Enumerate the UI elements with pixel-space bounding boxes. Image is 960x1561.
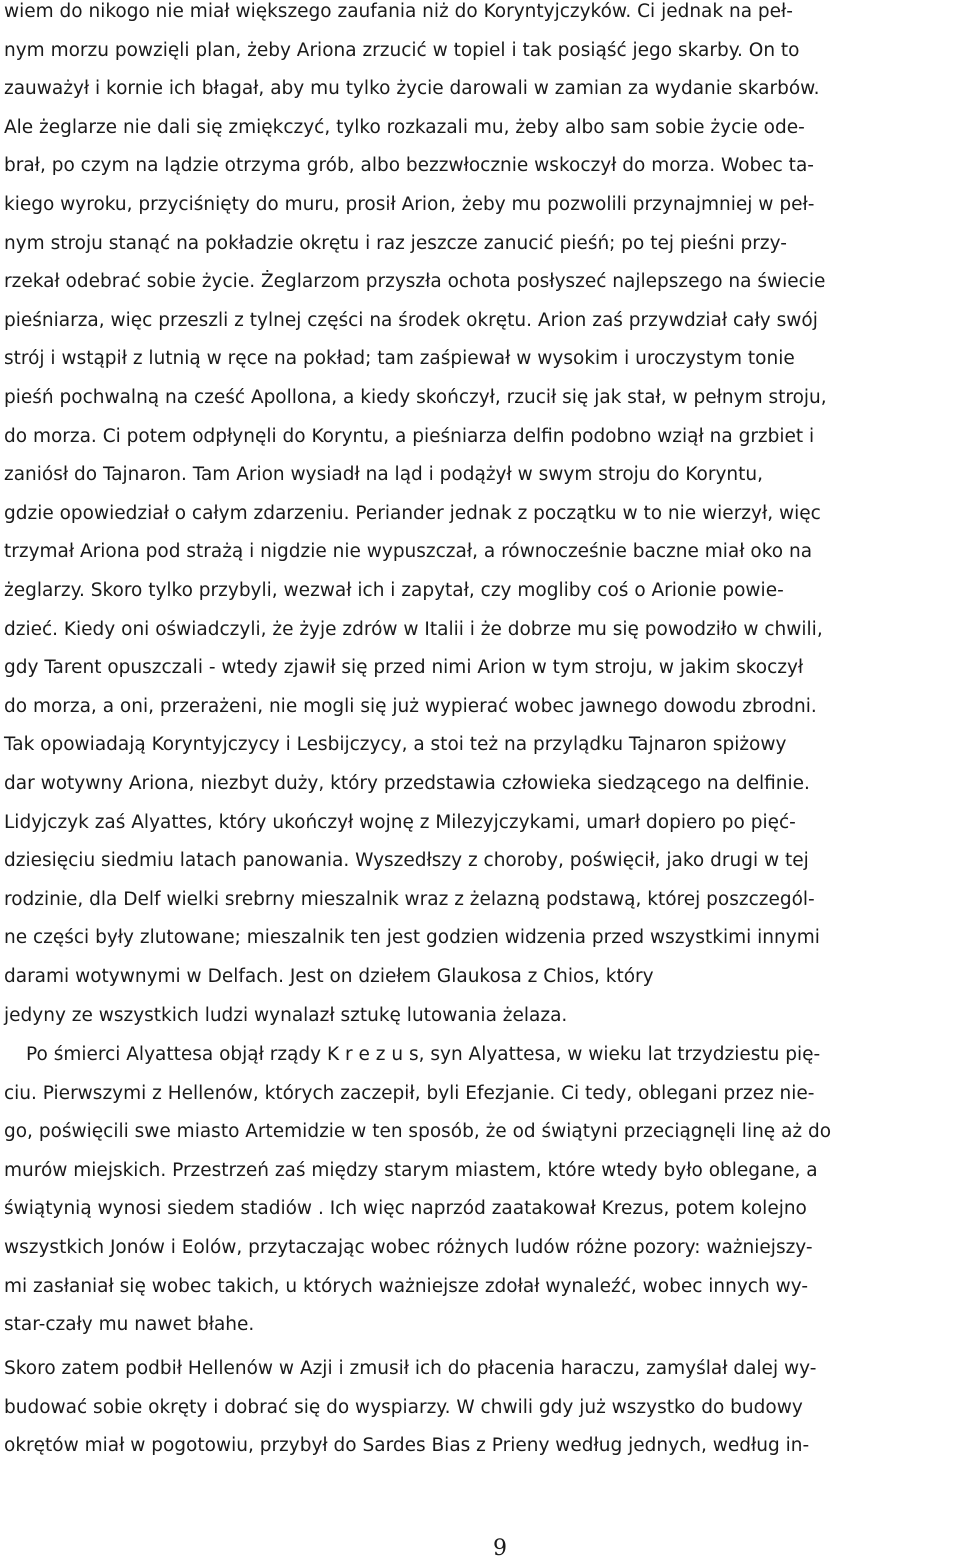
text-line: okrętów miał w pogotowiu, przybył do Sardes Bias z Prieny według jednych, według in- — [4, 1435, 810, 1456]
text-line: do morza. Ci potem odpłynęli do Koryntu, a pieśniarza delfin podobno wziął na grzbiet i — [4, 426, 815, 447]
text-line: nym stroju stanąć na pokładzie okrętu i raz jeszcze zanucić pieśń; po tej pieśni przy- — [4, 233, 787, 254]
text-line: Lidyjczyk zaś Alyattes, który ukończył wojnę z Milezyjczykami, umarł dopiero po pięć- — [4, 812, 796, 833]
text-line: murów miejskich. Przestrzeń zaś między starym miastem, które wtedy było oblegane, a — [4, 1160, 818, 1181]
text-line: zaniósł do Tajnaron. Tam Arion wysiadł na ląd i podążył w swym stroju do Koryntu, — [4, 464, 764, 485]
text-line: do morza, a oni, przerażeni, nie mogli się już wypierać wobec jawnego dowodu zbrodni. — [4, 696, 817, 717]
text-line: darami wotywnymi w Delfach. Jest on dziełem Glaukosa z Chios, który — [4, 966, 654, 987]
text-line: świątynią wynosi siedem stadiów . Ich więc naprzód zaatakował Krezus, potem kolejno — [4, 1198, 807, 1219]
text-line: ciu. Pierwszymi z Hellenów, których zaczepił, byli Efezjanie. Ci tedy, oblegani przez nie- — [4, 1083, 815, 1104]
text-line: wszystkich Jonów i Eolów, przytaczając wobec różnych ludów różne pozory: ważniejszy- — [4, 1237, 813, 1258]
text-line: gdy Tarent opuszczali - wtedy zjawił się przed nimi Arion w tym stroju, w jakim skoczył — [4, 657, 804, 678]
text-line: jedyny ze wszystkich ludzi wynalazł sztukę lutowania żelaza. — [4, 1005, 568, 1026]
text-line: nym morzu powzięli plan, żeby Ariona zrzucić w topiel i tak posiąść jego skarby. On to — [4, 40, 800, 61]
text-line: gdzie opowiedział o całym zdarzeniu. Periander jednak z początku w to nie wierzył, więc — [4, 503, 821, 524]
text-line: budować sobie okręty i dobrać się do wyspiarzy. W chwili gdy już wszystko do budowy — [4, 1397, 803, 1418]
text-line: mi zasłaniał się wobec takich, u których ważniejsze zdołał wynaleźć, wobec innych wy- — [4, 1276, 809, 1297]
text-line: dar wotywny Ariona, niezbyt duży, który przedstawia człowieka siedzącego na delfinie. — [4, 773, 810, 794]
text-line: rzekał odebrać sobie życie. Żeglarzom przyszła ochota posłyszeć najlepszego na świecie — [4, 271, 826, 292]
text-line: Skoro zatem podbił Hellenów w Azji i zmusił ich do płacenia haraczu, zamyślał dalej wy- — [4, 1358, 817, 1379]
text-line: zauważył i kornie ich błagał, aby mu tylko życie darowali w zamian za wydanie skarbów. — [4, 78, 820, 99]
text-line: brał, po czym na lądzie otrzyma grób, albo bezzwłocznie wskoczył do morza. Wobec ta- — [4, 155, 814, 176]
text-line: go, poświęcili swe miasto Artemidzie w ten sposób, że od świątyni przeciągnęli linę aż do — [4, 1121, 832, 1142]
text-line: star-czały mu nawet błahe. — [4, 1314, 255, 1335]
text-line: dziesięciu siedmiu latach panowania. Wyszedłszy z choroby, poświęcił, jako drugi w tej — [4, 850, 809, 871]
text-line: dzieć. Kiedy oni oświadczyli, że żyje zdrów w Italii i że dobrze mu się powodziło w chwili, — [4, 619, 823, 640]
text-line: pieśń pochwalną na cześć Apollona, a kiedy skończył, rzucił się jak stał, w pełnym stroju, — [4, 387, 827, 408]
page-number: 9 — [493, 1536, 507, 1561]
text-line: Po śmierci Alyattesa objął rządy K r e z u s, syn Alyattesa, w wieku lat trzydziestu pię- — [26, 1044, 821, 1065]
text-line: żeglarzy. Skoro tylko przybyli, wezwał ich i zapytał, czy mogliby coś o Arionie powie- — [4, 580, 784, 601]
text-line: trzymał Ariona pod strażą i nigdzie nie wypuszczał, a równocześnie baczne miał oko na — [4, 541, 813, 562]
text-line: ne części były zlutowane; mieszalnik ten jest godzien widzenia przed wszystkimi innymi — [4, 927, 820, 948]
text-line: Tak opowiadają Koryntyjczycy i Lesbijczycy, a stoi też na przylądku Tajnaron spiżowy — [4, 734, 787, 755]
text-line: kiego wyroku, przyciśnięty do muru, prosił Arion, żeby mu pozwolili przynajmniej w peł- — [4, 194, 815, 215]
text-line: wiem do nikogo nie miał większego zaufania niż do Koryntyjczyków. Ci jednak na peł- — [4, 1, 793, 22]
text-line: rodzinie, dla Delf wielki srebrny mieszalnik wraz z żelazną podstawą, której poszczegól- — [4, 889, 815, 910]
text-line: pieśniarza, więc przeszli z tylnej części na środek okrętu. Arion zaś przywdział cały swój — [4, 310, 818, 331]
text-line: strój i wstąpił z lutnią w ręce na pokład; tam zaśpiewał w wysokim i uroczystym tonie — [4, 348, 795, 369]
text-line: Ale żeglarze nie dali się zmiękczyć, tylko rozkazali mu, żeby albo sam sobie życie ode- — [4, 117, 805, 138]
